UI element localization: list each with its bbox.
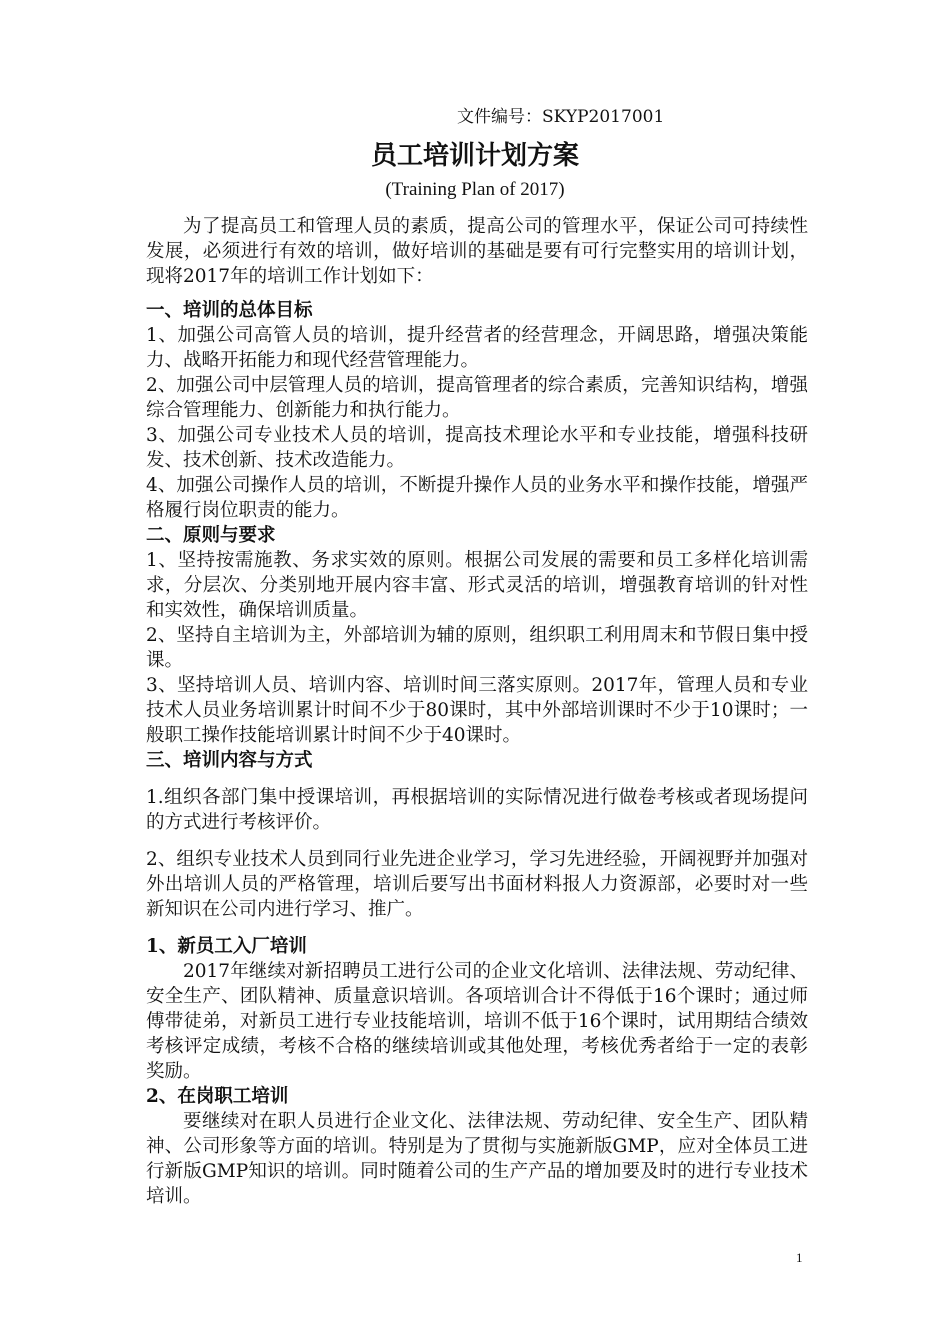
on-job-paragraph: 要继续对在职人员进行企业文化、法律法规、劳动纪律、安全生产、团队精神、公司形象等方面的培训。特别是为了贯彻与实施新版GMP，应对全体员工进行新版GMP知识的培训。同时随着公司的生产产品的增加要及时的进行专业技术培训。 xyxy=(146,1111,808,1207)
goal-item: 2、加强公司中层管理人员的培训，提高管理者的综合素质，完善知识结构，增强综合管理能力、创新能力和执行能力。 xyxy=(146,375,808,421)
principle-item: 3、坚持培训人员、培训内容、培训时间三落实原则。2017年，管理人员和专业技术人员业务培训累计时间不少于80课时，其中外部培训课时不少于10课时；一般职工操作技能培训累计时间不少于40课时。 xyxy=(146,675,808,746)
page-number: 1 xyxy=(796,1250,803,1265)
intro-paragraph: 为了提高员工和管理人员的素质，提高公司的管理水平，保证公司可持续性发展，必须进行有效的培训，做好培训的基础是要有可行完整实用的培训计划，现将2017年的培训工作计划如下： xyxy=(146,216,808,287)
principle-item: 1、坚持按需施教、务求实效的原则。根据公司发展的需要和员工多样化培训需求，分层次、分类别地开展内容丰富、形式灵活的培训，增强教育培训的针对性和实效性，确保培训质量。 xyxy=(146,550,808,621)
goal-item: 1、加强公司高管人员的培训，提升经营者的经营理念，开阔思路，增强决策能力、战略开拓能力和现代经营管理能力。 xyxy=(146,325,808,371)
section-heading-goals: 一、培训的总体目标 xyxy=(146,300,313,321)
content-item: 1.组织各部门集中授课培训，再根据培训的实际情况进行做卷考核或者现场提问的方式进行考核评价。 xyxy=(146,787,808,833)
document-title: 员工培训计划方案 xyxy=(370,141,579,171)
content-item: 2、组织专业技术人员到同行业先进企业学习，学习先进经验，开阔视野并加强对外出培训人员的严格管理，培训后要写出书面材料报人力资源部，必要时对一些新知识在公司内进行学习、推广。 xyxy=(146,849,808,920)
subsection-heading-on-job: 2、在岗职工培训 xyxy=(146,1086,289,1107)
subsection-heading-new-staff: 1、新员工入厂培训 xyxy=(146,936,307,957)
section-heading-principles: 二、原则与要求 xyxy=(146,525,276,546)
goal-item: 4、加强公司操作人员的培训，不断提升操作人员的业务水平和操作技能，增强严格履行岗位职责的能力。 xyxy=(146,475,808,521)
new-staff-paragraph: 2017年继续对新招聘员工进行公司的企业文化培训、法律法规、劳动纪律、安全生产、团队精神、质量意识培训。各项培训合计不得低于16个课时；通过师傅带徒弟，对新员工进行专业技能培训，培训不低于16个课时，试用期结合绩效考核评定成绩，考核不合格的继续培训或其他处理，考核优秀者给于一定的表彰奖励。 xyxy=(146,961,808,1082)
goal-item: 3、加强公司专业技术人员的培训，提高技术理论水平和专业技能，增强科技研发、技术创新、技术改造能力。 xyxy=(146,425,808,471)
document-number: 文件编号：SKYP2017001 xyxy=(457,107,665,127)
document-body xyxy=(146,214,808,1209)
principle-item: 2、坚持自主培训为主，外部培训为辅的原则，组织职工利用周末和节假日集中授课。 xyxy=(146,625,808,671)
document-subtitle: (Training Plan of 2017) xyxy=(385,179,565,200)
section-heading-content: 三、培训内容与方式 xyxy=(146,750,313,771)
